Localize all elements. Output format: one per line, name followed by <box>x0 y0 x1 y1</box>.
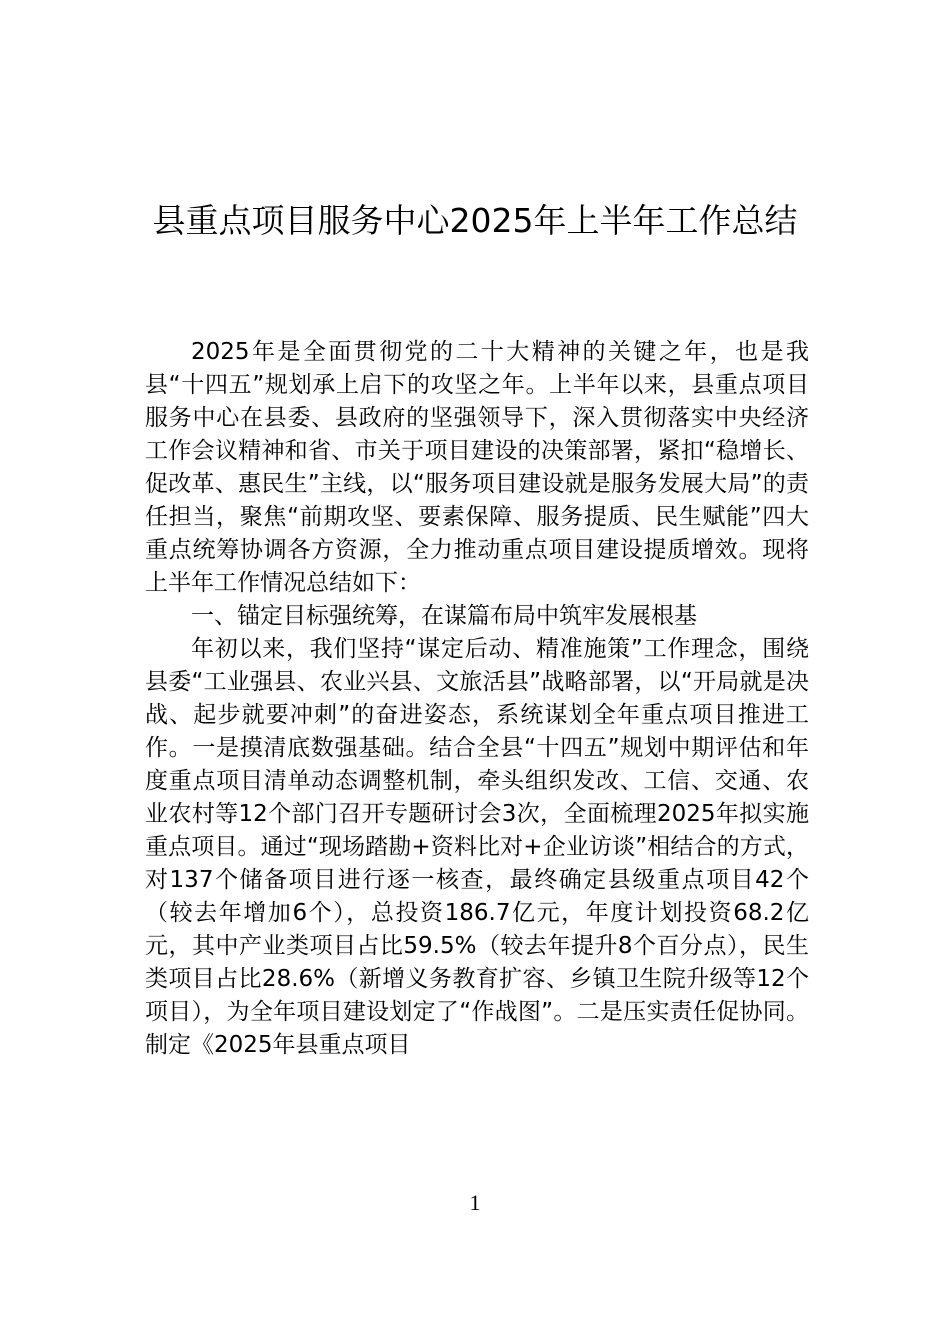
intro-paragraph: 2025年是全面贯彻党的二十大精神的关键之年，也是我县“十四五”规划承上启下的攻坚之年。上半年以来，县重点项目服务中心在县委、县政府的坚强领导下，深入贯彻落实中央经济工作会议精神和省、市关于项目建设的决策部署，紧扣“稳增长、促改革、惠民生”主线，以“服务项目建设就是服务发展大局”的责任担当，聚焦“前期攻坚、要素保障、服务提质、民生赋能”四大重点统筹协调各方资源，全力推动重点项目建设提质增效。现将上半年工作情况总结如下： <box>145 339 809 596</box>
page-number: 1 <box>469 1190 481 1215</box>
document-body <box>145 336 809 1062</box>
section-1-paragraph: 年初以来，我们坚持“谋定后动、精准施策”工作理念，围绕县委“工业强县、农业兴县、文旅活县”战略部署，以“开局就是决战、起步就要冲刺”的奋进姿态，系统谋划全年重点项目推进工作。一是摸清底数强基础。结合全县“十四五”规划中期评估和年度重点项目清单动态调整机制，牵头组织发改、工信、交通、农业农村等12个部门召开专题研讨会3次，全面梳理2025年拟实施重点项目。通过“现场踏勘+资料比对+企业访谈”相结合的方式，对137个储备项目进行逐一核查，最终确定县级重点项目42个（较去年增加6个），总投资186.7亿元，年度计划投资68.2亿元，其中产业类项目占比59.5%（较去年提升8个百分点），民生类项目占比28.6%（新增义务教育扩容、乡镇卫生院升级等12个项目），为全年项目建设划定了“作战图”。二是压实责任促协同。制定《2025年县重点项目 <box>145 636 809 1058</box>
section-heading-1: 一、锚定目标强统筹，在谋篇布局中筑牢发展根基 <box>191 603 697 629</box>
document-title: 县重点项目服务中心2025年上半年工作总结 <box>152 201 798 241</box>
